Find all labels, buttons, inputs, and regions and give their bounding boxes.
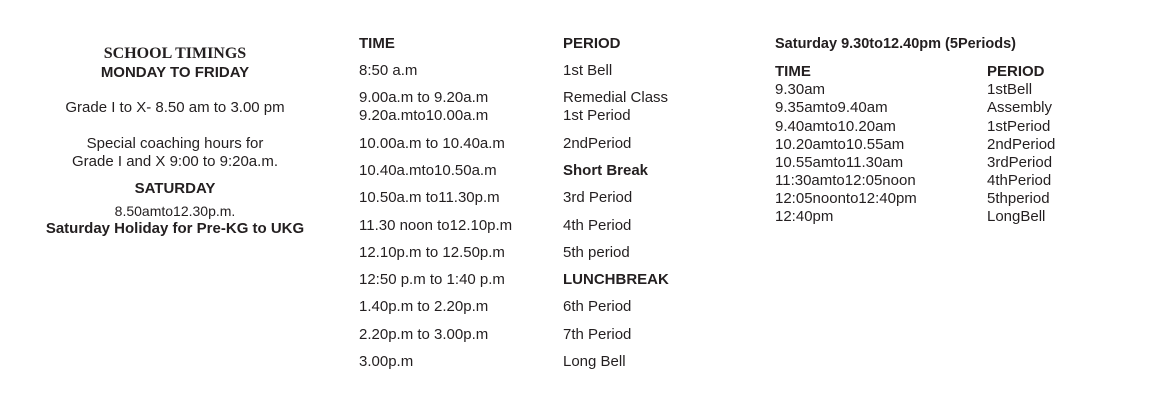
row-period: LUNCHBREAK <box>563 271 669 288</box>
row-time: 9.20a.mto10.00a.m <box>359 107 489 124</box>
sat-row-period: 2ndPeriod <box>987 136 1056 153</box>
sat-row-period: Assembly <box>987 99 1053 116</box>
sat-row-time: 11:30amto12:05noon <box>775 172 916 189</box>
row-time: 12.10p.m to 12.50p.m <box>359 244 505 261</box>
school-timings-summary <box>0 0 350 418</box>
row-period: 1st Period <box>563 107 631 124</box>
sat-row-period: 3rdPeriod <box>987 154 1053 171</box>
row-period: Remedial Class <box>563 89 669 106</box>
sat-row-time: 10.55amto11.30am <box>775 154 904 171</box>
row-time: 11.30 noon to12.10p.m <box>359 217 513 234</box>
saturday-holiday-note: Saturday Holiday for Pre-KG to UKG <box>45 220 305 237</box>
row-time: 10.00a.m to 10.40a.m <box>359 135 505 152</box>
weekday-time-header: TIME <box>359 35 395 52</box>
sat-row-time: 12:05noonto12:40pm <box>775 190 917 207</box>
row-period: Short Break <box>563 162 649 179</box>
row-time: 10.50a.m to11.30p.m <box>359 189 500 206</box>
row-period: 1st Bell <box>563 62 613 79</box>
grades-timing: Grade I to X- 8.50 am to 3.00 pm <box>65 99 285 116</box>
row-period: 2ndPeriod <box>563 135 632 152</box>
row-period: Long Bell <box>563 353 626 370</box>
row-time: 2.20p.m to 3.00p.m <box>359 326 489 343</box>
sat-row-time: 9.35amto9.40am <box>775 99 888 116</box>
saturday-heading: SATURDAY <box>134 180 216 197</box>
saturday-time-header: TIME <box>775 63 811 80</box>
row-period: 4th Period <box>563 217 632 234</box>
weekdays-heading: MONDAY TO FRIDAY <box>100 64 250 81</box>
saturday-period-header: PERIOD <box>987 63 1045 80</box>
coaching-line-2: Grade I and X 9:00 to 9:20a.m. <box>72 153 278 170</box>
row-period: 6th Period <box>563 298 632 315</box>
row-time: 1.40p.m to 2.20p.m <box>359 298 489 315</box>
sat-row-period: 4thPeriod <box>987 172 1052 189</box>
page-title: SCHOOL TIMINGS <box>103 45 247 62</box>
row-time: 8:50 a.m <box>359 62 418 79</box>
row-period: 3rd Period <box>563 189 633 206</box>
row-time: 3.00p.m <box>359 353 414 370</box>
row-time: 10.40a.mto10.50a.m <box>359 162 497 179</box>
row-time: 12:50 p.m to 1:40 p.m <box>359 271 505 288</box>
row-time: 9.00a.m to 9.20a.m <box>359 89 489 106</box>
sat-row-time: 9.30am <box>775 81 826 98</box>
row-period: 7th Period <box>563 326 632 343</box>
sat-row-period: 5thperiod <box>987 190 1050 207</box>
sat-row-period: 1stBell <box>987 81 1033 98</box>
coaching-line-1: Special coaching hours for <box>86 135 264 152</box>
sat-row-time: 12:40pm <box>775 208 834 225</box>
sat-row-period: 1stPeriod <box>987 118 1051 135</box>
sat-row-time: 9.40amto10.20am <box>775 118 896 135</box>
weekday-period-header: PERIOD <box>563 35 621 52</box>
sat-row-time: 10.20amto10.55am <box>775 136 905 153</box>
saturday-timing: 8.50amto12.30p.m. <box>114 203 236 219</box>
saturday-title: Saturday 9.30to12.40pm (5Periods) <box>775 36 1016 52</box>
sat-row-period: LongBell <box>987 208 1046 225</box>
row-period: 5th period <box>563 244 630 261</box>
